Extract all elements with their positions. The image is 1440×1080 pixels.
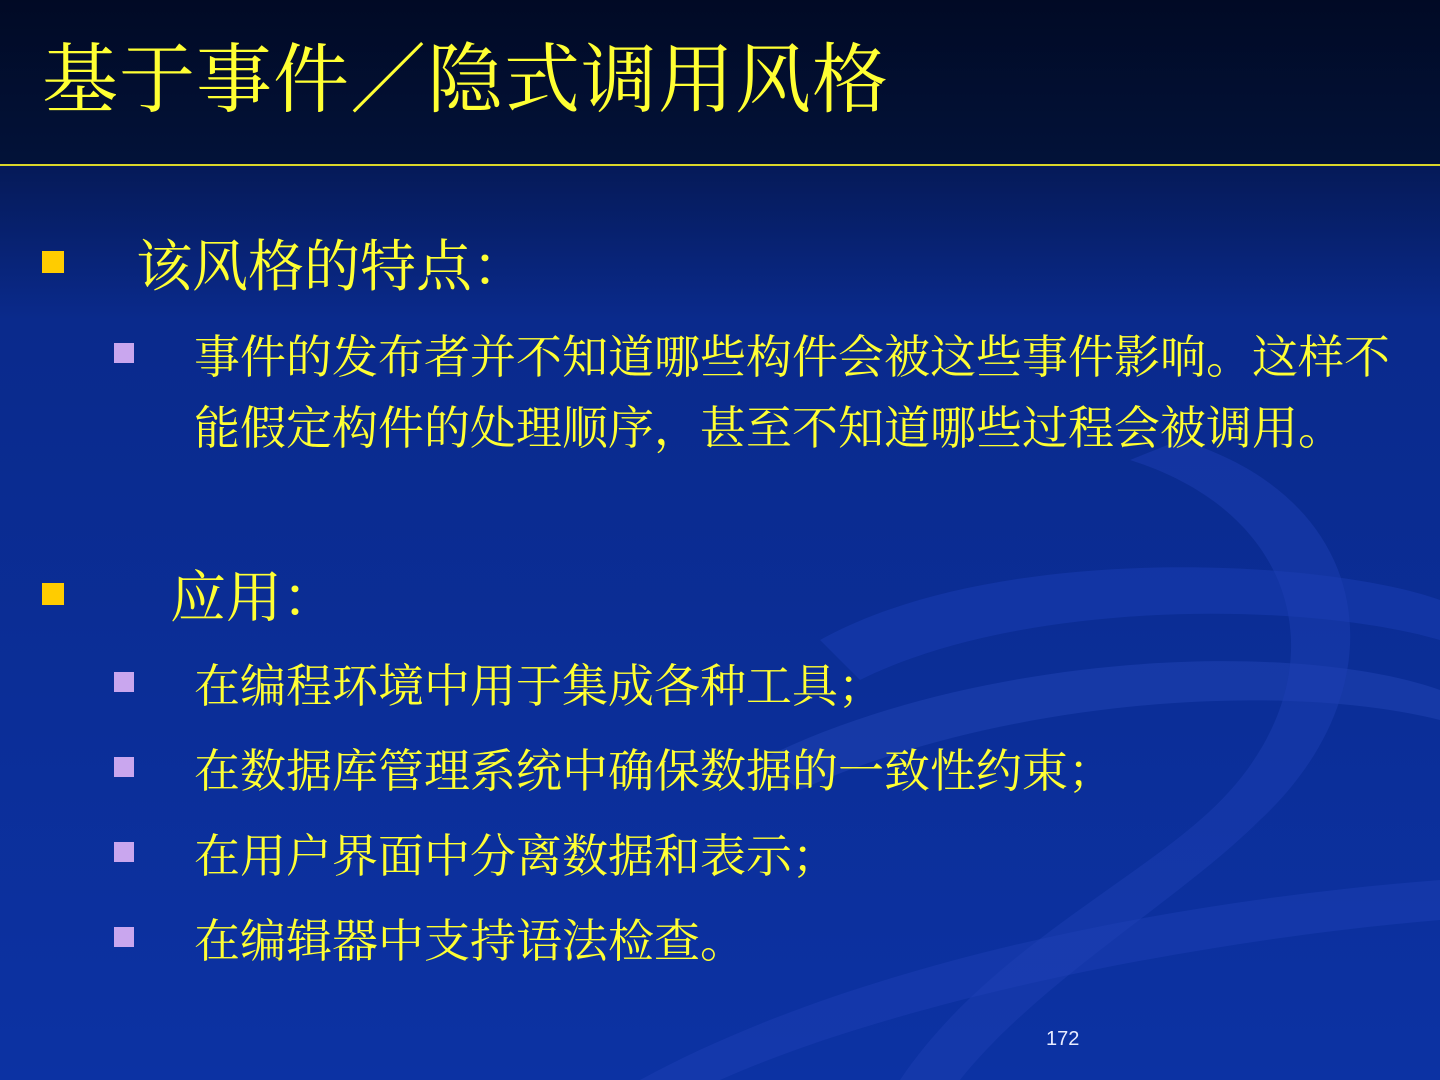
bullet-square-icon	[42, 583, 64, 605]
sub-bullet-square-icon	[114, 757, 134, 777]
sub-bullet-square-icon	[114, 927, 134, 947]
application-item: 在用户界面中分离数据和表示；	[194, 829, 838, 883]
application-item: 在编程环境中用于集成各种工具；	[194, 659, 884, 713]
application-item: 在编辑器中支持语法检查。	[194, 914, 746, 968]
sub-bullet-square-icon	[114, 343, 134, 363]
feature-item: 事件的发布者并不知道哪些构件会被这些事件影响。这样不能假定构件的处理顺序，甚至不知道哪些过程会被调用。	[194, 330, 1390, 455]
title-divider	[0, 164, 1440, 166]
application-item: 在数据库管理系统中确保数据的一致性约束；	[194, 744, 1114, 798]
slide-title: 基于事件／隐式调用风格	[42, 35, 889, 124]
sub-bullet-square-icon	[114, 842, 134, 862]
page-number: 172	[1046, 1028, 1080, 1050]
section-heading-features: 该风格的特点：	[136, 235, 528, 300]
section-heading-applications: 应用：	[170, 566, 338, 631]
sub-bullet-square-icon	[114, 672, 134, 692]
bullet-square-icon	[42, 251, 64, 273]
